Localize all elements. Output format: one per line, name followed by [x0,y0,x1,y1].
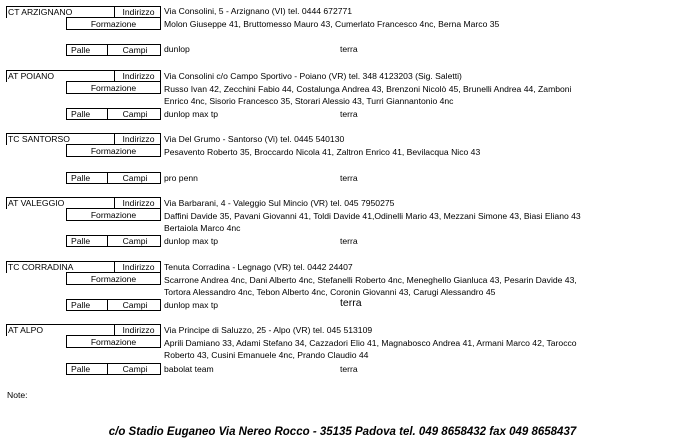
palle-campi-cell [66,44,161,56]
campi-label: Campi [107,364,162,375]
palle-campi-cell [66,235,161,247]
palle-value: pro penn [164,173,198,183]
palle-campi-cell [66,172,161,184]
palle-label: Palle [71,300,91,310]
palle-label: Palle [71,173,91,183]
club-address: Via Principe di Saluzzo, 25 - Alpo (VR) tel. 045 513109 [164,325,373,335]
palle-campi-cell [66,299,161,311]
palle-value: dunlop max tp [164,300,218,310]
formazione-label: Formazione [66,17,161,30]
club-name: CT ARZIGNANO [8,7,73,17]
palle-label: Palle [71,236,91,246]
club-name: AT POIANO [8,71,55,81]
palle-value: babolat team [164,364,214,374]
formazione-line: Molon Giuseppe 41, Bruttomesso Mauro 43, Cumerlato Francesco 4nc, Berna Marco 35 [164,19,500,29]
palle-label: Palle [71,45,91,55]
formazione-line: Daffini Davide 35, Pavani Giovanni 41, Toldi Davide 41,Odinelli Mario 43, Mezzani Simone 43, Biasi Eliano 43 [164,211,581,221]
campi-label: Campi [107,45,162,56]
club-name: AT VALEGGIO [8,198,65,208]
formazione-label: Formazione [66,335,161,348]
indirizzo-label: Indirizzo [114,134,162,145]
palle-label: Palle [71,109,91,119]
campi-value: terra [340,173,358,183]
club-address: Via Del Grumo - Santorso (Vi) tel. 0445 540130 [164,134,345,144]
formazione-line: Tortora Alessandro 4nc, Tebon Alberto 4nc, Coronin Giovanni 43, Carugi Alessandro 45 [164,287,496,297]
campi-label: Campi [107,236,162,247]
formazione-line: Aprili Damiano 33, Adami Stefano 34, Cazzadori Elio 41, Magnabosco Andrea 41, Armani Marco 42, Tarocco [164,338,577,348]
palle-value: dunlop max tp [164,236,218,246]
campi-value: terra [340,364,358,374]
formazione-line: Pesavento Roberto 35, Broccardo Nicola 41, Zaltron Enrico 41, Bevilacqua Nico 43 [164,147,481,157]
formazione-label: Formazione [66,272,161,285]
formazione-label: Formazione [66,208,161,221]
formazione-line: Bertaiola Marco 4nc [164,223,241,233]
indirizzo-label: Indirizzo [114,198,162,209]
formazione-label: Formazione [66,81,161,94]
campi-value: terra [340,44,358,54]
club-address: Via Barbarani, 4 - Valeggio Sul Mincio (VR) tel. 045 7950275 [164,198,395,208]
footer-address: c/o Stadio Euganeo Via Nereo Rocco - 35135 Padova tel. 049 8658432 fax 049 8658437 [108,426,577,438]
indirizzo-label: Indirizzo [114,7,162,18]
formazione-line: Roberto 43, Cusini Emanuele 4nc, Prando Claudio 44 [164,350,369,360]
palle-campi-cell [66,363,161,375]
campi-value: terra [340,109,358,119]
club-address: Via Consolini, 5 - Arzignano (VI) tel. 0444 672771 [164,6,353,16]
campi-label: Campi [107,173,162,184]
indirizzo-label: Indirizzo [114,71,162,82]
club-address: Tenuta Corradina - Legnago (VR) tel. 0442 24407 [164,262,353,272]
indirizzo-label: Indirizzo [114,325,162,336]
formazione-label: Formazione [66,144,161,157]
palle-value: dunlop [164,44,190,54]
campi-value: terra [340,236,358,246]
campi-value: terra [340,297,362,309]
club-name: AT ALPO [8,325,44,335]
formazione-line: Scarrone Andrea 4nc, Dani Alberto 4nc, Stefanelli Roberto 4nc, Meneghello Gianluca 43, Pesarin Davide 43, [164,275,577,285]
formazione-line: Enrico 4nc, Sisorio Francesco 35, Storari Alessio 43, Turri Giannantonio 4nc [164,96,454,106]
club-name: TC CORRADINA [8,262,74,272]
palle-campi-cell [66,108,161,120]
formazione-line: Russo Ivan 42, Zecchini Fabio 44, Costalunga Andrea 43, Brenzoni Nicolò 45, Brunelli Andrea 44, Zamboni [164,84,572,94]
club-address: Via Consolini c/o Campo Sportivo - Poiano (VR) tel. 348 4123203 (Sig. Saletti) [164,71,462,81]
indirizzo-label: Indirizzo [114,262,162,273]
campi-label: Campi [107,300,162,311]
palle-value: dunlop max tp [164,109,218,119]
palle-label: Palle [71,364,91,374]
note-label: Note: [7,390,28,400]
campi-label: Campi [107,109,162,120]
club-name: TC SANTORSO [8,134,70,144]
